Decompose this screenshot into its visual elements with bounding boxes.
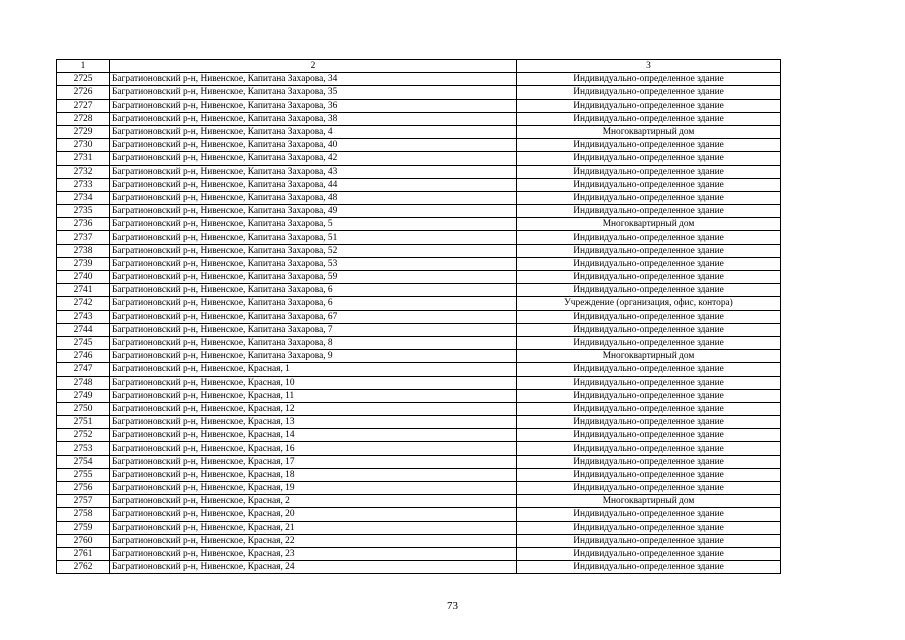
cell-building-type: Индивидуально-определенное здание — [517, 112, 781, 125]
cell-number: 2733 — [57, 178, 110, 191]
cell-address: Багратионовский р-н, Нивенское, Капитана Захарова, 9 — [110, 350, 517, 363]
cell-building-type: Индивидуально-определенное здание — [517, 561, 781, 574]
cell-building-type: Индивидуально-определенное здание — [517, 376, 781, 389]
cell-number: 2743 — [57, 310, 110, 323]
cell-number: 2739 — [57, 257, 110, 270]
cell-building-type: Индивидуально-определенное здание — [517, 86, 781, 99]
cell-address: Багратионовский р-н, Нивенское, Капитана Захарова, 59 — [110, 271, 517, 284]
cell-address: Багратионовский р-н, Нивенское, Капитана Захарова, 52 — [110, 244, 517, 257]
cell-building-type: Индивидуально-определенное здание — [517, 257, 781, 270]
cell-address: Багратионовский р-н, Нивенское, Капитана Захарова, 7 — [110, 323, 517, 336]
cell-building-type: Индивидуально-определенное здание — [517, 363, 781, 376]
cell-address: Багратионовский р-н, Нивенское, Капитана Захарова, 35 — [110, 86, 517, 99]
table-row — [57, 389, 781, 402]
cell-number: 2757 — [57, 495, 110, 508]
cell-building-type: Индивидуально-определенное здание — [517, 139, 781, 152]
cell-address: Багратионовский р-н, Нивенское, Красная, 11 — [110, 389, 517, 402]
table-row — [57, 350, 781, 363]
table-row — [57, 534, 781, 547]
table-body — [57, 73, 781, 574]
cell-number: 2744 — [57, 323, 110, 336]
cell-number: 2734 — [57, 191, 110, 204]
cell-number: 2748 — [57, 376, 110, 389]
cell-number: 2735 — [57, 205, 110, 218]
table-row — [57, 244, 781, 257]
cell-building-type: Индивидуально-определенное здание — [517, 429, 781, 442]
cell-building-type: Индивидуально-определенное здание — [517, 152, 781, 165]
cell-number: 2759 — [57, 521, 110, 534]
table-header-row — [57, 60, 781, 73]
registry-table — [56, 59, 781, 574]
cell-address: Багратионовский р-н, Нивенское, Красная, 19 — [110, 482, 517, 495]
cell-building-type: Индивидуально-определенное здание — [517, 336, 781, 349]
cell-number: 2750 — [57, 402, 110, 415]
cell-building-type: Индивидуально-определенное здание — [517, 547, 781, 560]
cell-building-type: Индивидуально-определенное здание — [517, 191, 781, 204]
cell-address: Багратионовский р-н, Нивенское, Красная, 24 — [110, 561, 517, 574]
table-row — [57, 86, 781, 99]
cell-address: Багратионовский р-н, Нивенское, Капитана Захарова, 44 — [110, 178, 517, 191]
cell-address: Багратионовский р-н, Нивенское, Красная, 18 — [110, 468, 517, 481]
cell-address: Багратионовский р-н, Нивенское, Красная, 14 — [110, 429, 517, 442]
table-row — [57, 218, 781, 231]
cell-address: Багратионовский р-н, Нивенское, Красная, 10 — [110, 376, 517, 389]
cell-number: 2727 — [57, 99, 110, 112]
table-row — [57, 429, 781, 442]
cell-building-type: Индивидуально-определенное здание — [517, 455, 781, 468]
table-row — [57, 547, 781, 560]
cell-number: 2742 — [57, 297, 110, 310]
cell-address: Багратионовский р-н, Нивенское, Капитана Захарова, 42 — [110, 152, 517, 165]
table-row — [57, 257, 781, 270]
cell-building-type: Многоквартирный дом — [517, 350, 781, 363]
cell-address: Багратионовский р-н, Нивенское, Красная, 21 — [110, 521, 517, 534]
cell-building-type: Индивидуально-определенное здание — [517, 284, 781, 297]
cell-building-type: Индивидуально-определенное здание — [517, 534, 781, 547]
cell-address: Багратионовский р-н, Нивенское, Красная, 17 — [110, 455, 517, 468]
cell-address: Багратионовский р-н, Нивенское, Капитана Захарова, 53 — [110, 257, 517, 270]
cell-number: 2729 — [57, 125, 110, 138]
table-row — [57, 495, 781, 508]
cell-number: 2725 — [57, 73, 110, 86]
table-row — [57, 152, 781, 165]
cell-number: 2746 — [57, 350, 110, 363]
table-row — [57, 561, 781, 574]
cell-number: 2728 — [57, 112, 110, 125]
cell-building-type: Индивидуально-определенное здание — [517, 231, 781, 244]
cell-address: Багратионовский р-н, Нивенское, Красная, 20 — [110, 508, 517, 521]
cell-address: Багратионовский р-н, Нивенское, Капитана Захарова, 67 — [110, 310, 517, 323]
table-row — [57, 165, 781, 178]
cell-number: 2751 — [57, 416, 110, 429]
table-row — [57, 99, 781, 112]
table-row — [57, 310, 781, 323]
table-row — [57, 402, 781, 415]
table-row — [57, 284, 781, 297]
cell-number: 2740 — [57, 271, 110, 284]
table-row — [57, 125, 781, 138]
cell-number: 2754 — [57, 455, 110, 468]
cell-address: Багратионовский р-н, Нивенское, Капитана Захарова, 38 — [110, 112, 517, 125]
cell-number: 2747 — [57, 363, 110, 376]
table-row — [57, 205, 781, 218]
cell-building-type: Индивидуально-определенное здание — [517, 402, 781, 415]
cell-building-type: Многоквартирный дом — [517, 495, 781, 508]
cell-number: 2738 — [57, 244, 110, 257]
cell-building-type: Учреждение (организация, офис, контора) — [517, 297, 781, 310]
table-row — [57, 271, 781, 284]
table-row — [57, 323, 781, 336]
cell-building-type: Индивидуально-определенное здание — [517, 205, 781, 218]
table-row — [57, 297, 781, 310]
cell-number: 2753 — [57, 442, 110, 455]
cell-number: 2749 — [57, 389, 110, 402]
table-row — [57, 482, 781, 495]
cell-address: Багратионовский р-н, Нивенское, Красная, 22 — [110, 534, 517, 547]
cell-building-type: Индивидуально-определенное здание — [517, 482, 781, 495]
cell-building-type: Многоквартирный дом — [517, 125, 781, 138]
cell-address: Багратионовский р-н, Нивенское, Капитана Захарова, 51 — [110, 231, 517, 244]
table-row — [57, 191, 781, 204]
cell-address: Багратионовский р-н, Нивенское, Красная, 23 — [110, 547, 517, 560]
column-header-number: 1 — [57, 60, 110, 73]
cell-number: 2745 — [57, 336, 110, 349]
cell-building-type: Индивидуально-определенное здание — [517, 73, 781, 86]
cell-building-type: Индивидуально-определенное здание — [517, 442, 781, 455]
cell-address: Багратионовский р-н, Нивенское, Капитана Захарова, 8 — [110, 336, 517, 349]
cell-number: 2736 — [57, 218, 110, 231]
cell-address: Багратионовский р-н, Нивенское, Капитана Захарова, 48 — [110, 191, 517, 204]
cell-address: Багратионовский р-н, Нивенское, Красная, 12 — [110, 402, 517, 415]
cell-number: 2737 — [57, 231, 110, 244]
cell-building-type: Многоквартирный дом — [517, 218, 781, 231]
cell-address: Багратионовский р-н, Нивенское, Капитана Захарова, 49 — [110, 205, 517, 218]
cell-number: 2761 — [57, 547, 110, 560]
column-header-type: 3 — [517, 60, 781, 73]
table-row — [57, 468, 781, 481]
cell-address: Багратионовский р-н, Нивенское, Капитана Захарова, 6 — [110, 284, 517, 297]
cell-number: 2741 — [57, 284, 110, 297]
page-number: 73 — [447, 600, 458, 612]
cell-building-type: Индивидуально-определенное здание — [517, 468, 781, 481]
table-row — [57, 416, 781, 429]
cell-address: Багратионовский р-н, Нивенское, Капитана Захарова, 6 — [110, 297, 517, 310]
cell-number: 2755 — [57, 468, 110, 481]
cell-address: Багратионовский р-н, Нивенское, Капитана Захарова, 36 — [110, 99, 517, 112]
cell-address: Багратионовский р-н, Нивенское, Капитана Захарова, 4 — [110, 125, 517, 138]
cell-building-type: Индивидуально-определенное здание — [517, 389, 781, 402]
table-row — [57, 139, 781, 152]
cell-building-type: Индивидуально-определенное здание — [517, 244, 781, 257]
cell-building-type: Индивидуально-определенное здание — [517, 271, 781, 284]
cell-number: 2752 — [57, 429, 110, 442]
table-row — [57, 73, 781, 86]
table-row — [57, 521, 781, 534]
table-row — [57, 231, 781, 244]
cell-building-type: Индивидуально-определенное здание — [517, 165, 781, 178]
table-row — [57, 336, 781, 349]
cell-address: Багратионовский р-н, Нивенское, Красная, 16 — [110, 442, 517, 455]
cell-address: Багратионовский р-н, Нивенское, Капитана Захарова, 34 — [110, 73, 517, 86]
cell-number: 2758 — [57, 508, 110, 521]
cell-address: Багратионовский р-н, Нивенское, Капитана Захарова, 40 — [110, 139, 517, 152]
cell-building-type: Индивидуально-определенное здание — [517, 99, 781, 112]
column-header-address: 2 — [110, 60, 517, 73]
cell-building-type: Индивидуально-определенное здание — [517, 508, 781, 521]
table-row — [57, 112, 781, 125]
cell-address: Багратионовский р-н, Нивенское, Красная, 2 — [110, 495, 517, 508]
table-row — [57, 442, 781, 455]
table-row — [57, 363, 781, 376]
cell-address: Багратионовский р-н, Нивенское, Капитана Захарова, 43 — [110, 165, 517, 178]
table-row — [57, 178, 781, 191]
table-row — [57, 508, 781, 521]
table-row — [57, 455, 781, 468]
cell-address: Багратионовский р-н, Нивенское, Красная, 1 — [110, 363, 517, 376]
cell-number: 2730 — [57, 139, 110, 152]
cell-number: 2726 — [57, 86, 110, 99]
cell-building-type: Индивидуально-определенное здание — [517, 310, 781, 323]
cell-building-type: Индивидуально-определенное здание — [517, 323, 781, 336]
cell-number: 2760 — [57, 534, 110, 547]
cell-number: 2731 — [57, 152, 110, 165]
cell-number: 2732 — [57, 165, 110, 178]
cell-address: Багратионовский р-н, Нивенское, Капитана Захарова, 5 — [110, 218, 517, 231]
cell-building-type: Индивидуально-определенное здание — [517, 178, 781, 191]
cell-address: Багратионовский р-н, Нивенское, Красная, 13 — [110, 416, 517, 429]
cell-building-type: Индивидуально-определенное здание — [517, 521, 781, 534]
table-row — [57, 376, 781, 389]
cell-number: 2756 — [57, 482, 110, 495]
cell-building-type: Индивидуально-определенное здание — [517, 416, 781, 429]
cell-number: 2762 — [57, 561, 110, 574]
